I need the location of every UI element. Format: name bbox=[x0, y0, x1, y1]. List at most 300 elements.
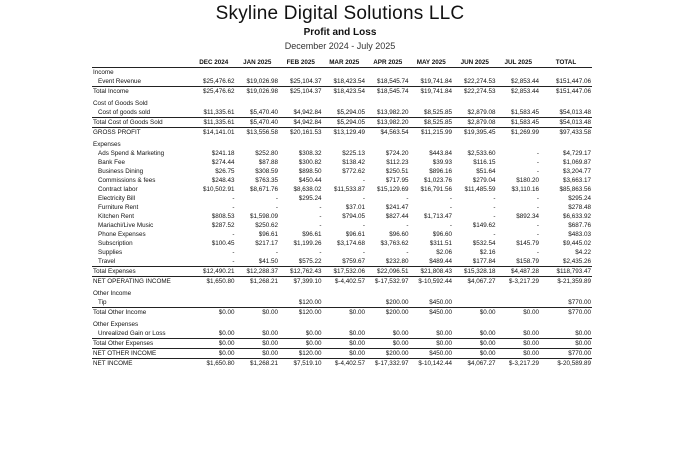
value-cell: - bbox=[536, 159, 539, 166]
value-cell: $0.00 bbox=[192, 339, 236, 349]
value-cell: $0.00 bbox=[523, 330, 539, 337]
value-cell bbox=[323, 140, 367, 149]
value-cell: $2.16 bbox=[479, 249, 496, 256]
row-label: Other Expenses bbox=[93, 321, 139, 328]
label-column-header bbox=[92, 57, 192, 68]
value-cell: $0.00 bbox=[410, 339, 454, 349]
row-label: Kitchen Rent bbox=[98, 213, 135, 220]
column-header: DEC 2024 bbox=[192, 57, 236, 68]
value-cell: $-4,402.57 bbox=[323, 359, 367, 369]
value-cell: $96.60 bbox=[432, 231, 452, 238]
line-item-row bbox=[92, 194, 592, 203]
value-cell: $1,069.87 bbox=[562, 159, 591, 166]
value-cell: $770.00 bbox=[540, 308, 592, 318]
value-cell: $0.00 bbox=[218, 330, 235, 337]
value-cell bbox=[236, 289, 280, 298]
value-cell: $0.00 bbox=[323, 308, 367, 318]
value-cell bbox=[497, 289, 541, 298]
value-cell: - bbox=[319, 222, 322, 229]
value-cell: $241.18 bbox=[211, 150, 235, 157]
value-cell: $1,650.80 bbox=[192, 359, 236, 369]
value-cell: $5,470.40 bbox=[236, 118, 280, 128]
value-cell: $0.00 bbox=[236, 308, 280, 318]
value-cell bbox=[236, 99, 280, 108]
value-cell: $763.35 bbox=[255, 177, 278, 184]
value-cell: $0.00 bbox=[479, 330, 496, 337]
value-cell: - bbox=[449, 222, 452, 229]
value-cell: - bbox=[232, 195, 235, 202]
section-header-row bbox=[92, 68, 592, 78]
section-header-row bbox=[92, 140, 592, 149]
value-cell: $96.60 bbox=[389, 231, 409, 238]
column-header: FEB 2025 bbox=[279, 57, 323, 68]
value-cell: $16,791.56 bbox=[420, 186, 452, 193]
value-cell: $250.51 bbox=[385, 168, 409, 175]
value-cell: $11,335.61 bbox=[203, 109, 235, 116]
value-cell: - bbox=[449, 195, 452, 202]
value-cell bbox=[366, 289, 410, 298]
value-cell: $4,487.28 bbox=[497, 267, 541, 277]
value-cell: $19,026.98 bbox=[236, 87, 280, 97]
value-cell: - bbox=[536, 231, 539, 238]
value-cell: $18,545.74 bbox=[366, 87, 410, 97]
value-cell: - bbox=[362, 222, 365, 229]
value-cell: $25,476.62 bbox=[192, 87, 236, 97]
value-cell: $8,671.76 bbox=[249, 186, 278, 193]
row-label: Event Revenue bbox=[98, 78, 142, 85]
total-row bbox=[92, 118, 592, 128]
value-cell: $19,026.98 bbox=[246, 78, 278, 85]
row-label: Total Expenses bbox=[92, 267, 192, 277]
total-row bbox=[92, 359, 592, 369]
value-cell: $11,215.99 bbox=[410, 128, 454, 138]
value-cell: $37.01 bbox=[345, 204, 365, 211]
value-cell: - bbox=[319, 249, 322, 256]
value-cell: $14,141.01 bbox=[192, 128, 236, 138]
value-cell: $450.00 bbox=[429, 299, 452, 306]
value-cell bbox=[540, 99, 592, 108]
value-cell bbox=[323, 68, 367, 78]
value-cell: $808.53 bbox=[211, 213, 235, 220]
value-cell: $7,399.10 bbox=[279, 277, 323, 287]
value-cell: $489.44 bbox=[429, 258, 452, 265]
value-cell: - bbox=[319, 204, 322, 211]
value-cell: $12,288.37 bbox=[236, 267, 280, 277]
value-cell: $759.67 bbox=[342, 258, 365, 265]
value-cell: $13,129.49 bbox=[323, 128, 367, 138]
value-cell: $3,763.62 bbox=[380, 240, 409, 247]
section-header-row bbox=[92, 320, 592, 329]
value-cell: $898.50 bbox=[298, 168, 322, 175]
value-cell: $0.00 bbox=[453, 349, 497, 359]
value-cell: - bbox=[449, 204, 452, 211]
value-cell: $0.00 bbox=[236, 339, 280, 349]
value-cell: $15,129.69 bbox=[376, 186, 409, 193]
row-label: Subscription bbox=[98, 240, 133, 247]
value-cell: $85,863.56 bbox=[559, 186, 591, 193]
value-cell: $3,204.77 bbox=[562, 168, 591, 175]
report-title: Profit and Loss bbox=[303, 27, 377, 38]
value-cell: - bbox=[232, 258, 235, 265]
value-cell: $4.22 bbox=[575, 249, 591, 256]
value-cell: $0.00 bbox=[366, 339, 410, 349]
value-cell: $1,583.45 bbox=[510, 109, 539, 116]
row-label: Business Dining bbox=[98, 168, 144, 175]
value-cell: $15,328.18 bbox=[453, 267, 497, 277]
line-item-row bbox=[92, 298, 592, 308]
value-cell: $19,741.84 bbox=[420, 78, 452, 85]
value-cell bbox=[192, 289, 236, 298]
value-cell: $120.00 bbox=[279, 349, 323, 359]
value-cell: $4,729.17 bbox=[562, 150, 591, 157]
line-item-row bbox=[92, 212, 592, 221]
value-cell: $2,435.26 bbox=[562, 258, 591, 265]
value-cell: $308.32 bbox=[298, 150, 322, 157]
value-cell: $22,274.53 bbox=[463, 78, 496, 85]
line-item-row bbox=[92, 239, 592, 248]
value-cell: $450.44 bbox=[298, 177, 322, 184]
value-cell: $483.03 bbox=[568, 231, 591, 238]
value-cell: $827.44 bbox=[385, 213, 409, 220]
value-cell: $308.59 bbox=[255, 168, 278, 175]
value-cell: $149.62 bbox=[472, 222, 496, 229]
row-label: Cost of Goods Sold bbox=[93, 100, 148, 107]
value-cell: $1,650.80 bbox=[192, 277, 236, 287]
value-cell: $17,532.06 bbox=[323, 267, 367, 277]
value-cell: $96.61 bbox=[258, 231, 278, 238]
section-header-row bbox=[92, 99, 592, 108]
value-cell: $138.42 bbox=[342, 159, 365, 166]
value-cell: $-10,142.44 bbox=[410, 359, 454, 369]
value-cell: $6,633.92 bbox=[562, 213, 591, 220]
column-header: JUL 2025 bbox=[497, 57, 541, 68]
value-cell: $20,161.53 bbox=[279, 128, 323, 138]
value-cell: $18,423.54 bbox=[333, 78, 365, 85]
value-cell: $248.43 bbox=[211, 177, 235, 184]
total-row bbox=[92, 349, 592, 359]
value-cell bbox=[366, 99, 410, 108]
value-cell: $0.00 bbox=[323, 339, 367, 349]
value-cell: - bbox=[232, 249, 235, 256]
row-label: Travel bbox=[98, 258, 116, 265]
value-cell: $450.00 bbox=[410, 349, 454, 359]
row-label: Income bbox=[93, 69, 114, 76]
value-cell: $794.05 bbox=[342, 213, 365, 220]
value-cell: $1,268.21 bbox=[236, 277, 280, 287]
value-cell: $12,762.43 bbox=[279, 267, 323, 277]
value-cell: $274.44 bbox=[211, 159, 235, 166]
value-cell bbox=[453, 99, 497, 108]
value-cell: $4,942.84 bbox=[279, 118, 323, 128]
value-cell: $-20,589.89 bbox=[540, 359, 592, 369]
value-cell: $252.80 bbox=[255, 150, 278, 157]
value-cell bbox=[497, 68, 541, 78]
value-cell: $0.00 bbox=[305, 330, 322, 337]
line-item-row bbox=[92, 77, 592, 87]
value-cell bbox=[410, 289, 454, 298]
value-cell: - bbox=[406, 222, 409, 229]
value-cell: $0.00 bbox=[436, 330, 452, 337]
value-cell: $87.88 bbox=[258, 159, 278, 166]
value-cell: $892.34 bbox=[516, 213, 539, 220]
value-cell: - bbox=[536, 249, 539, 256]
total-row bbox=[92, 339, 592, 349]
value-cell: - bbox=[406, 195, 409, 202]
value-cell: $0.00 bbox=[349, 330, 365, 337]
row-label: Other Income bbox=[93, 290, 132, 297]
value-cell bbox=[323, 99, 367, 108]
column-header: TOTAL bbox=[540, 57, 592, 68]
value-cell bbox=[366, 140, 410, 149]
total-row bbox=[92, 87, 592, 97]
value-cell: $116.15 bbox=[473, 159, 496, 166]
value-cell: $158.79 bbox=[516, 258, 539, 265]
value-cell: $100.45 bbox=[211, 240, 235, 247]
total-row bbox=[92, 267, 592, 277]
value-cell: $25,104.37 bbox=[279, 87, 323, 97]
value-cell: $1,583.45 bbox=[497, 118, 541, 128]
value-cell: $3,663.17 bbox=[562, 177, 591, 184]
value-cell bbox=[279, 99, 323, 108]
value-cell bbox=[497, 99, 541, 108]
value-cell bbox=[323, 320, 367, 329]
value-cell: - bbox=[319, 213, 322, 220]
value-cell: $5,470.40 bbox=[249, 109, 278, 116]
value-cell: $0.00 bbox=[236, 349, 280, 359]
profit-loss-table bbox=[92, 57, 592, 368]
value-cell: $21,808.43 bbox=[410, 267, 454, 277]
value-cell: $9,445.02 bbox=[562, 240, 591, 247]
value-cell: $25,476.62 bbox=[202, 78, 235, 85]
value-cell: - bbox=[536, 222, 539, 229]
row-label: Total Income bbox=[92, 87, 192, 97]
row-label: Supplies bbox=[98, 249, 123, 256]
row-label: Cost of goods sold bbox=[98, 109, 151, 116]
value-cell: $2,853.44 bbox=[510, 78, 539, 85]
line-item-row bbox=[92, 203, 592, 212]
value-cell: $443.84 bbox=[429, 150, 452, 157]
value-cell: $295.24 bbox=[298, 195, 322, 202]
value-cell: $295.24 bbox=[568, 195, 591, 202]
value-cell: $25,104.37 bbox=[289, 78, 322, 85]
line-item-row bbox=[92, 329, 592, 339]
total-row bbox=[92, 277, 592, 287]
value-cell: $0.00 bbox=[540, 339, 592, 349]
value-cell: $13,556.58 bbox=[236, 128, 280, 138]
value-cell bbox=[192, 320, 236, 329]
column-header: JAN 2025 bbox=[236, 57, 280, 68]
value-cell bbox=[236, 140, 280, 149]
value-cell bbox=[236, 68, 280, 78]
line-item-row bbox=[92, 149, 592, 158]
value-cell: $200.00 bbox=[366, 308, 410, 318]
row-label: Ads Spend & Marketing bbox=[98, 150, 165, 157]
value-cell: $18,423.54 bbox=[323, 87, 367, 97]
value-cell bbox=[236, 298, 280, 308]
line-item-row bbox=[92, 176, 592, 185]
value-cell bbox=[192, 68, 236, 78]
report-period: December 2024 - July 2025 bbox=[284, 41, 396, 51]
report-body bbox=[92, 68, 592, 369]
value-cell: $26.75 bbox=[215, 168, 235, 175]
value-cell: $151,447.06 bbox=[540, 87, 592, 97]
value-cell: $151,447.06 bbox=[555, 78, 591, 85]
value-cell: $311.51 bbox=[429, 240, 452, 247]
value-cell: $532.54 bbox=[472, 240, 496, 247]
value-cell: $1,269.99 bbox=[497, 128, 541, 138]
value-cell bbox=[236, 320, 280, 329]
column-header: MAR 2025 bbox=[323, 57, 367, 68]
value-cell: $22,096.51 bbox=[366, 267, 410, 277]
value-cell: $2,879.08 bbox=[467, 109, 496, 116]
value-cell: $278.48 bbox=[568, 204, 591, 211]
column-header: MAY 2025 bbox=[410, 57, 454, 68]
value-cell: $0.00 bbox=[497, 308, 541, 318]
value-cell: $41.50 bbox=[258, 258, 278, 265]
value-cell: - bbox=[536, 195, 539, 202]
row-label: Contract labor bbox=[98, 186, 138, 193]
value-cell: $0.00 bbox=[497, 349, 541, 359]
value-cell: $2.06 bbox=[436, 249, 452, 256]
value-cell: $0.00 bbox=[192, 349, 236, 359]
value-cell: $96.61 bbox=[302, 231, 322, 238]
value-cell: $0.00 bbox=[192, 308, 236, 318]
value-cell: - bbox=[232, 204, 235, 211]
value-cell: - bbox=[362, 249, 365, 256]
total-row bbox=[92, 308, 592, 318]
value-cell: $770.00 bbox=[568, 299, 591, 306]
row-label: Electricity Bill bbox=[98, 195, 136, 202]
row-label: NET INCOME bbox=[92, 359, 192, 369]
value-cell bbox=[497, 140, 541, 149]
value-cell: $287.52 bbox=[211, 222, 235, 229]
value-cell bbox=[192, 140, 236, 149]
value-cell: $687.76 bbox=[568, 222, 591, 229]
value-cell: $-3,217.29 bbox=[497, 277, 541, 287]
value-cell bbox=[279, 320, 323, 329]
value-cell: $1,713.47 bbox=[423, 213, 452, 220]
value-cell: $7,519.10 bbox=[279, 359, 323, 369]
value-cell bbox=[540, 289, 592, 298]
value-cell bbox=[540, 68, 592, 78]
value-cell: $3,174.68 bbox=[336, 240, 365, 247]
company-name: Skyline Digital Solutions LLC bbox=[215, 3, 465, 24]
value-cell: $-4,402.57 bbox=[323, 277, 367, 287]
value-cell: $120.00 bbox=[298, 299, 322, 306]
value-cell: $8,525.85 bbox=[410, 118, 454, 128]
value-cell bbox=[279, 68, 323, 78]
line-item-row bbox=[92, 257, 592, 267]
value-cell: $145.79 bbox=[516, 240, 539, 247]
line-item-row bbox=[92, 248, 592, 257]
value-cell: $19,741.84 bbox=[410, 87, 454, 97]
value-cell bbox=[453, 68, 497, 78]
value-cell: $13,982.20 bbox=[376, 109, 409, 116]
value-cell: - bbox=[493, 204, 496, 211]
value-cell: $200.00 bbox=[385, 299, 409, 306]
value-cell: $300.82 bbox=[298, 159, 322, 166]
value-cell: $-17,332.97 bbox=[366, 359, 410, 369]
column-header: APR 2025 bbox=[366, 57, 410, 68]
value-cell: $0.00 bbox=[453, 339, 497, 349]
value-cell: $112.23 bbox=[386, 159, 409, 166]
value-cell: $250.62 bbox=[255, 222, 278, 229]
value-cell: $10,502.91 bbox=[202, 186, 235, 193]
row-label: Tip bbox=[98, 299, 107, 306]
value-cell: $13,982.20 bbox=[366, 118, 410, 128]
value-cell: $772.62 bbox=[342, 168, 365, 175]
value-cell: $8,638.02 bbox=[293, 186, 322, 193]
value-cell: $2,853.44 bbox=[497, 87, 541, 97]
value-cell: $11,485.59 bbox=[464, 186, 496, 193]
value-cell: $4,067.27 bbox=[453, 359, 497, 369]
value-cell: $200.00 bbox=[366, 349, 410, 359]
value-cell: $575.22 bbox=[298, 258, 322, 265]
value-cell: - bbox=[493, 213, 496, 220]
value-cell bbox=[279, 140, 323, 149]
value-cell: $450.00 bbox=[410, 308, 454, 318]
value-cell: $0.00 bbox=[392, 330, 409, 337]
row-label: Mariachi/Live Music bbox=[98, 222, 154, 229]
value-cell: $118,793.47 bbox=[540, 267, 592, 277]
value-cell: $18,545.74 bbox=[376, 78, 409, 85]
value-cell: $5,294.05 bbox=[323, 118, 367, 128]
value-cell: - bbox=[275, 204, 278, 211]
value-cell: $279.04 bbox=[472, 177, 496, 184]
line-item-row bbox=[92, 158, 592, 167]
column-header-row bbox=[92, 57, 592, 68]
value-cell bbox=[497, 298, 541, 308]
value-cell: - bbox=[362, 195, 365, 202]
row-label: Total Other Income bbox=[92, 308, 192, 318]
value-cell bbox=[366, 68, 410, 78]
value-cell: - bbox=[275, 195, 278, 202]
value-cell: $180.20 bbox=[516, 177, 539, 184]
value-cell: $177.84 bbox=[472, 258, 496, 265]
total-row bbox=[92, 128, 592, 138]
value-cell: - bbox=[406, 249, 409, 256]
row-label: Unrealized Gain or Loss bbox=[98, 330, 166, 337]
value-cell: $-10,592.44 bbox=[410, 277, 454, 287]
value-cell: $19,395.45 bbox=[453, 128, 497, 138]
value-cell: $-17,532.97 bbox=[366, 277, 410, 287]
row-label: Furniture Rent bbox=[98, 204, 139, 211]
value-cell bbox=[366, 320, 410, 329]
value-cell bbox=[323, 289, 367, 298]
value-cell bbox=[453, 320, 497, 329]
line-item-row bbox=[92, 185, 592, 194]
section-header-row bbox=[92, 289, 592, 298]
value-cell: $5,294.05 bbox=[336, 109, 365, 116]
value-cell: $241.47 bbox=[385, 204, 409, 211]
value-cell: - bbox=[493, 231, 496, 238]
value-cell: $225.13 bbox=[342, 150, 365, 157]
value-cell bbox=[323, 298, 367, 308]
row-label: Bank Fee bbox=[98, 159, 125, 166]
value-cell bbox=[497, 320, 541, 329]
row-label: NET OTHER INCOME bbox=[92, 349, 192, 359]
value-cell bbox=[192, 298, 236, 308]
value-cell: $8,525.85 bbox=[423, 109, 452, 116]
value-cell: - bbox=[232, 231, 235, 238]
value-cell: $217.17 bbox=[255, 240, 278, 247]
value-cell bbox=[540, 320, 592, 329]
value-cell: $232.80 bbox=[385, 258, 409, 265]
value-cell bbox=[410, 140, 454, 149]
value-cell: $4,942.84 bbox=[293, 109, 322, 116]
value-cell: $54,013.48 bbox=[559, 109, 591, 116]
value-cell: $1,199.26 bbox=[293, 240, 322, 247]
